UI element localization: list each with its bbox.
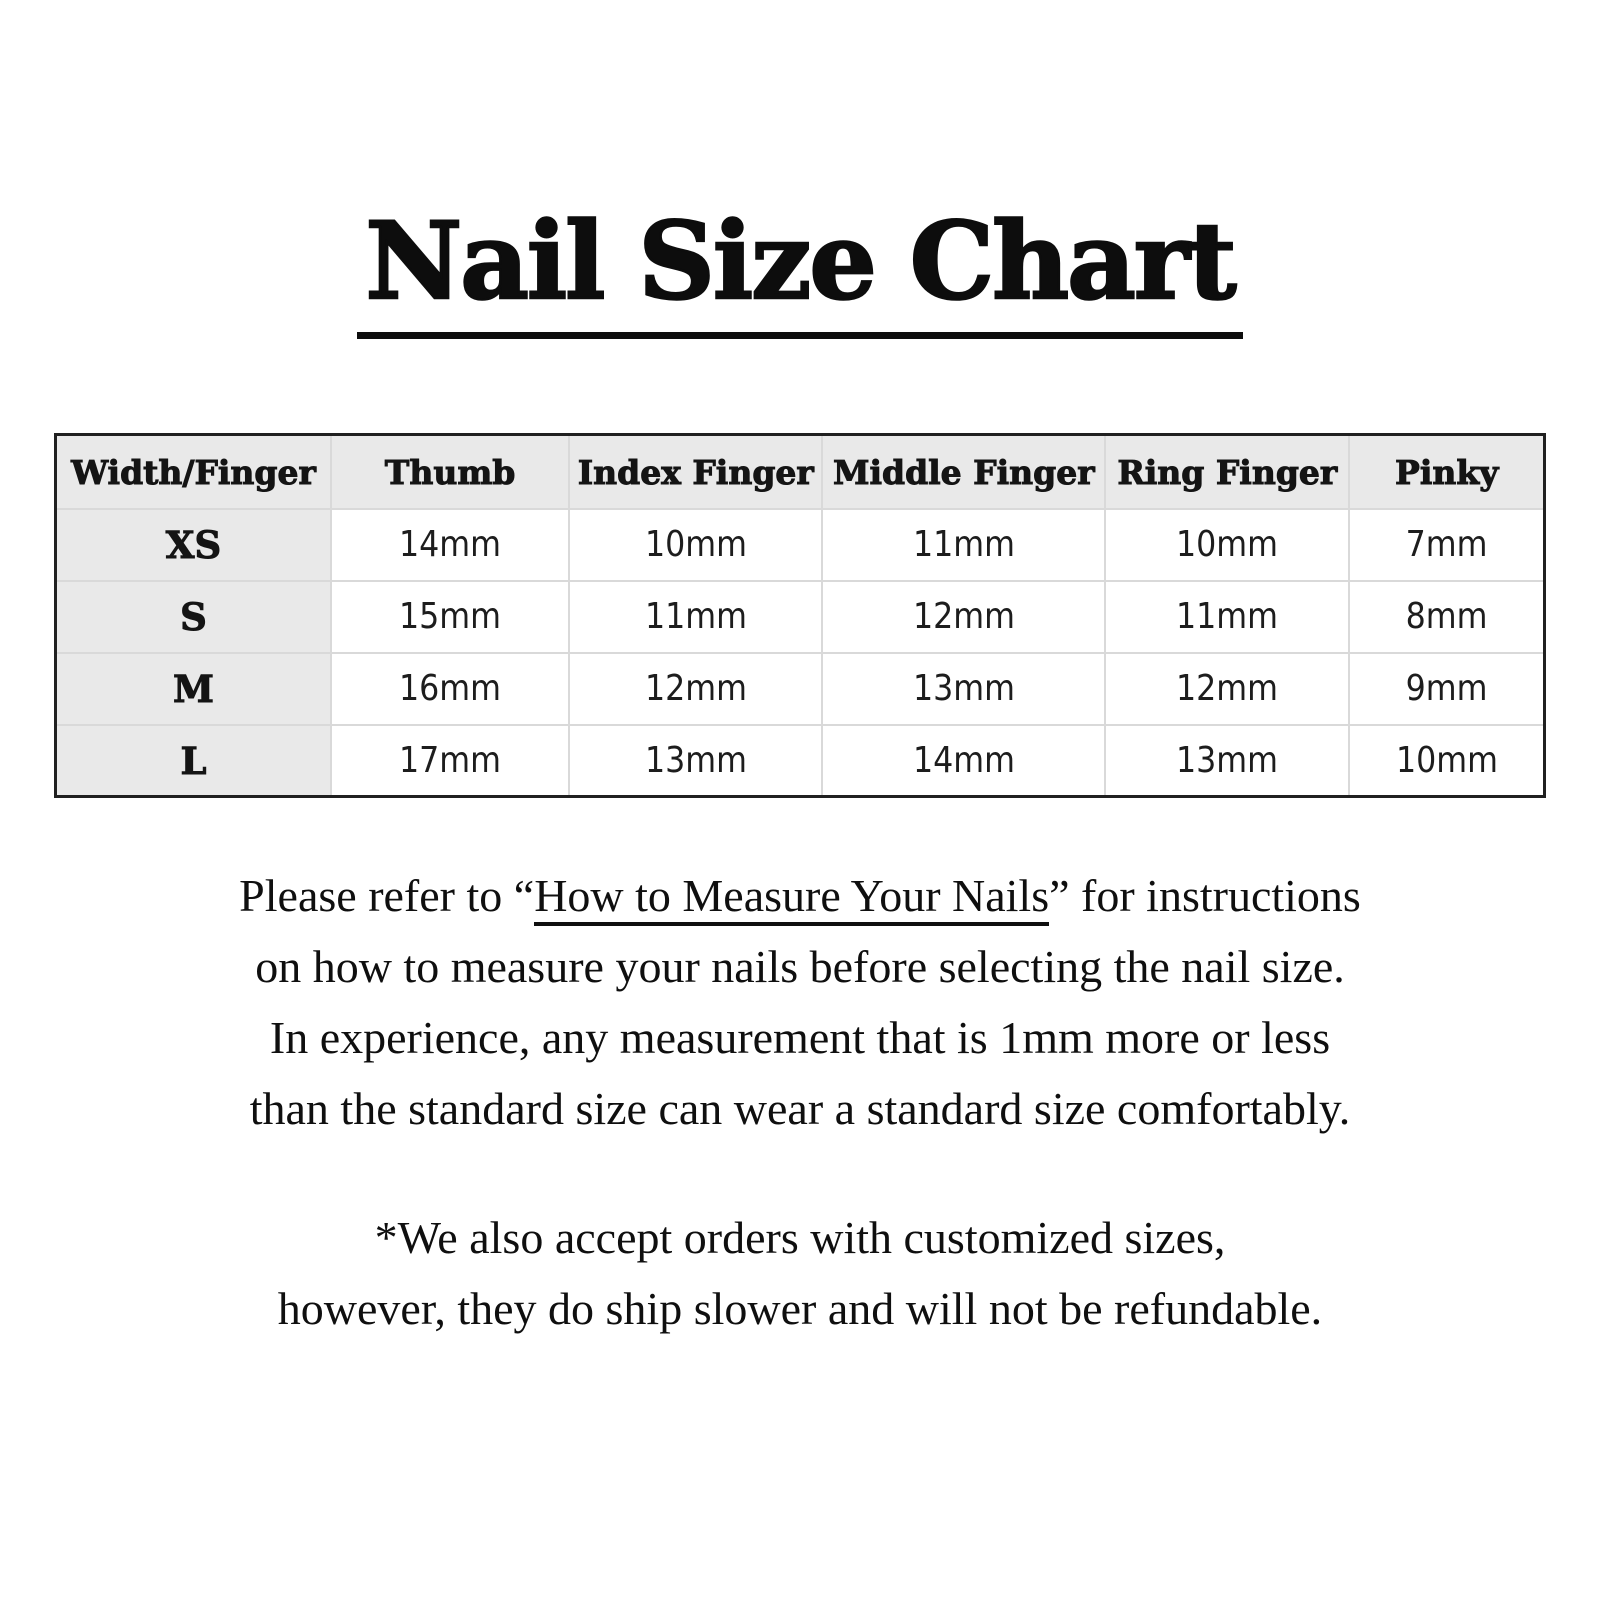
size-value <box>1349 509 1544 581</box>
size-value <box>569 653 822 725</box>
size-value <box>569 509 822 581</box>
column-header-middle-finger: Middle Finger <box>822 435 1105 509</box>
column-header-index-finger: Index Finger <box>569 435 822 509</box>
size-value-text: 12mm <box>1176 668 1279 710</box>
custom-sizes-note <box>0 1202 1600 1344</box>
size-value-text: 11mm <box>912 524 1015 566</box>
column-header-width-finger: Width/Finger <box>56 435 331 509</box>
table-row-l <box>56 725 1545 797</box>
size-value-text: 16mm <box>399 668 502 710</box>
size-value <box>331 653 569 725</box>
size-value <box>822 581 1105 653</box>
note-text: Please refer to “ <box>239 870 535 922</box>
measure-instructions-note <box>0 860 1600 1144</box>
row-label-m: M <box>56 653 331 725</box>
size-value <box>822 653 1105 725</box>
size-value <box>1349 725 1544 797</box>
size-value-text: 10mm <box>1395 740 1498 782</box>
column-header-ring-finger: Ring Finger <box>1105 435 1349 509</box>
size-value-text: 13mm <box>912 668 1015 710</box>
title-wrap <box>0 198 1600 339</box>
size-value <box>331 509 569 581</box>
note-text: ” for instructions <box>1049 870 1361 922</box>
size-value-text: 9mm <box>1405 668 1488 710</box>
note-line: on how to measure your nails before selecting the nail size. <box>255 941 1345 993</box>
table-row-m <box>56 653 1545 725</box>
header-row <box>56 435 1545 509</box>
note-line <box>0 860 1600 931</box>
size-value <box>1105 725 1349 797</box>
page <box>0 198 1600 1600</box>
size-value-text: 14mm <box>912 740 1015 782</box>
note-line: than the standard size can wear a standard size comfortably. <box>249 1083 1351 1135</box>
size-value-text: 14mm <box>399 524 502 566</box>
size-value-text: 8mm <box>1405 596 1488 638</box>
row-label-s: S <box>56 581 331 653</box>
size-value <box>1105 653 1349 725</box>
size-value-text: 10mm <box>1176 524 1279 566</box>
note-line: *We also accept orders with customized sizes, <box>374 1212 1226 1264</box>
size-value-text: 12mm <box>644 668 747 710</box>
size-value <box>822 725 1105 797</box>
size-value-text: 15mm <box>399 596 502 638</box>
note-line: In experience, any measurement that is 1mm more or less <box>269 1012 1331 1064</box>
size-value-text: 13mm <box>644 740 747 782</box>
size-value-text: 11mm <box>644 596 747 638</box>
size-value <box>569 725 822 797</box>
size-value <box>569 581 822 653</box>
size-value <box>822 509 1105 581</box>
size-value <box>331 581 569 653</box>
row-label-xs: XS <box>56 509 331 581</box>
size-value <box>1349 653 1544 725</box>
size-value-text: 7mm <box>1405 524 1488 566</box>
size-value-text: 11mm <box>1176 596 1279 638</box>
column-header-pinky: Pinky <box>1349 435 1544 509</box>
nail-size-table <box>54 433 1546 798</box>
size-value-text: 13mm <box>1176 740 1279 782</box>
size-value-text: 17mm <box>399 740 502 782</box>
size-value <box>1105 581 1349 653</box>
table-row-xs <box>56 509 1545 581</box>
size-value <box>1105 509 1349 581</box>
size-value <box>1349 581 1544 653</box>
size-value-text: 12mm <box>912 596 1015 638</box>
size-value <box>331 725 569 797</box>
column-header-thumb: Thumb <box>331 435 569 509</box>
note-line: however, they do ship slower and will not be refundable. <box>277 1283 1323 1335</box>
row-label-l: L <box>56 725 331 797</box>
size-value-text: 10mm <box>644 524 747 566</box>
table-row-s <box>56 581 1545 653</box>
how-to-measure-link[interactable]: How to Measure Your Nails <box>534 870 1049 926</box>
page-title: Nail Size Chart <box>357 205 1242 339</box>
